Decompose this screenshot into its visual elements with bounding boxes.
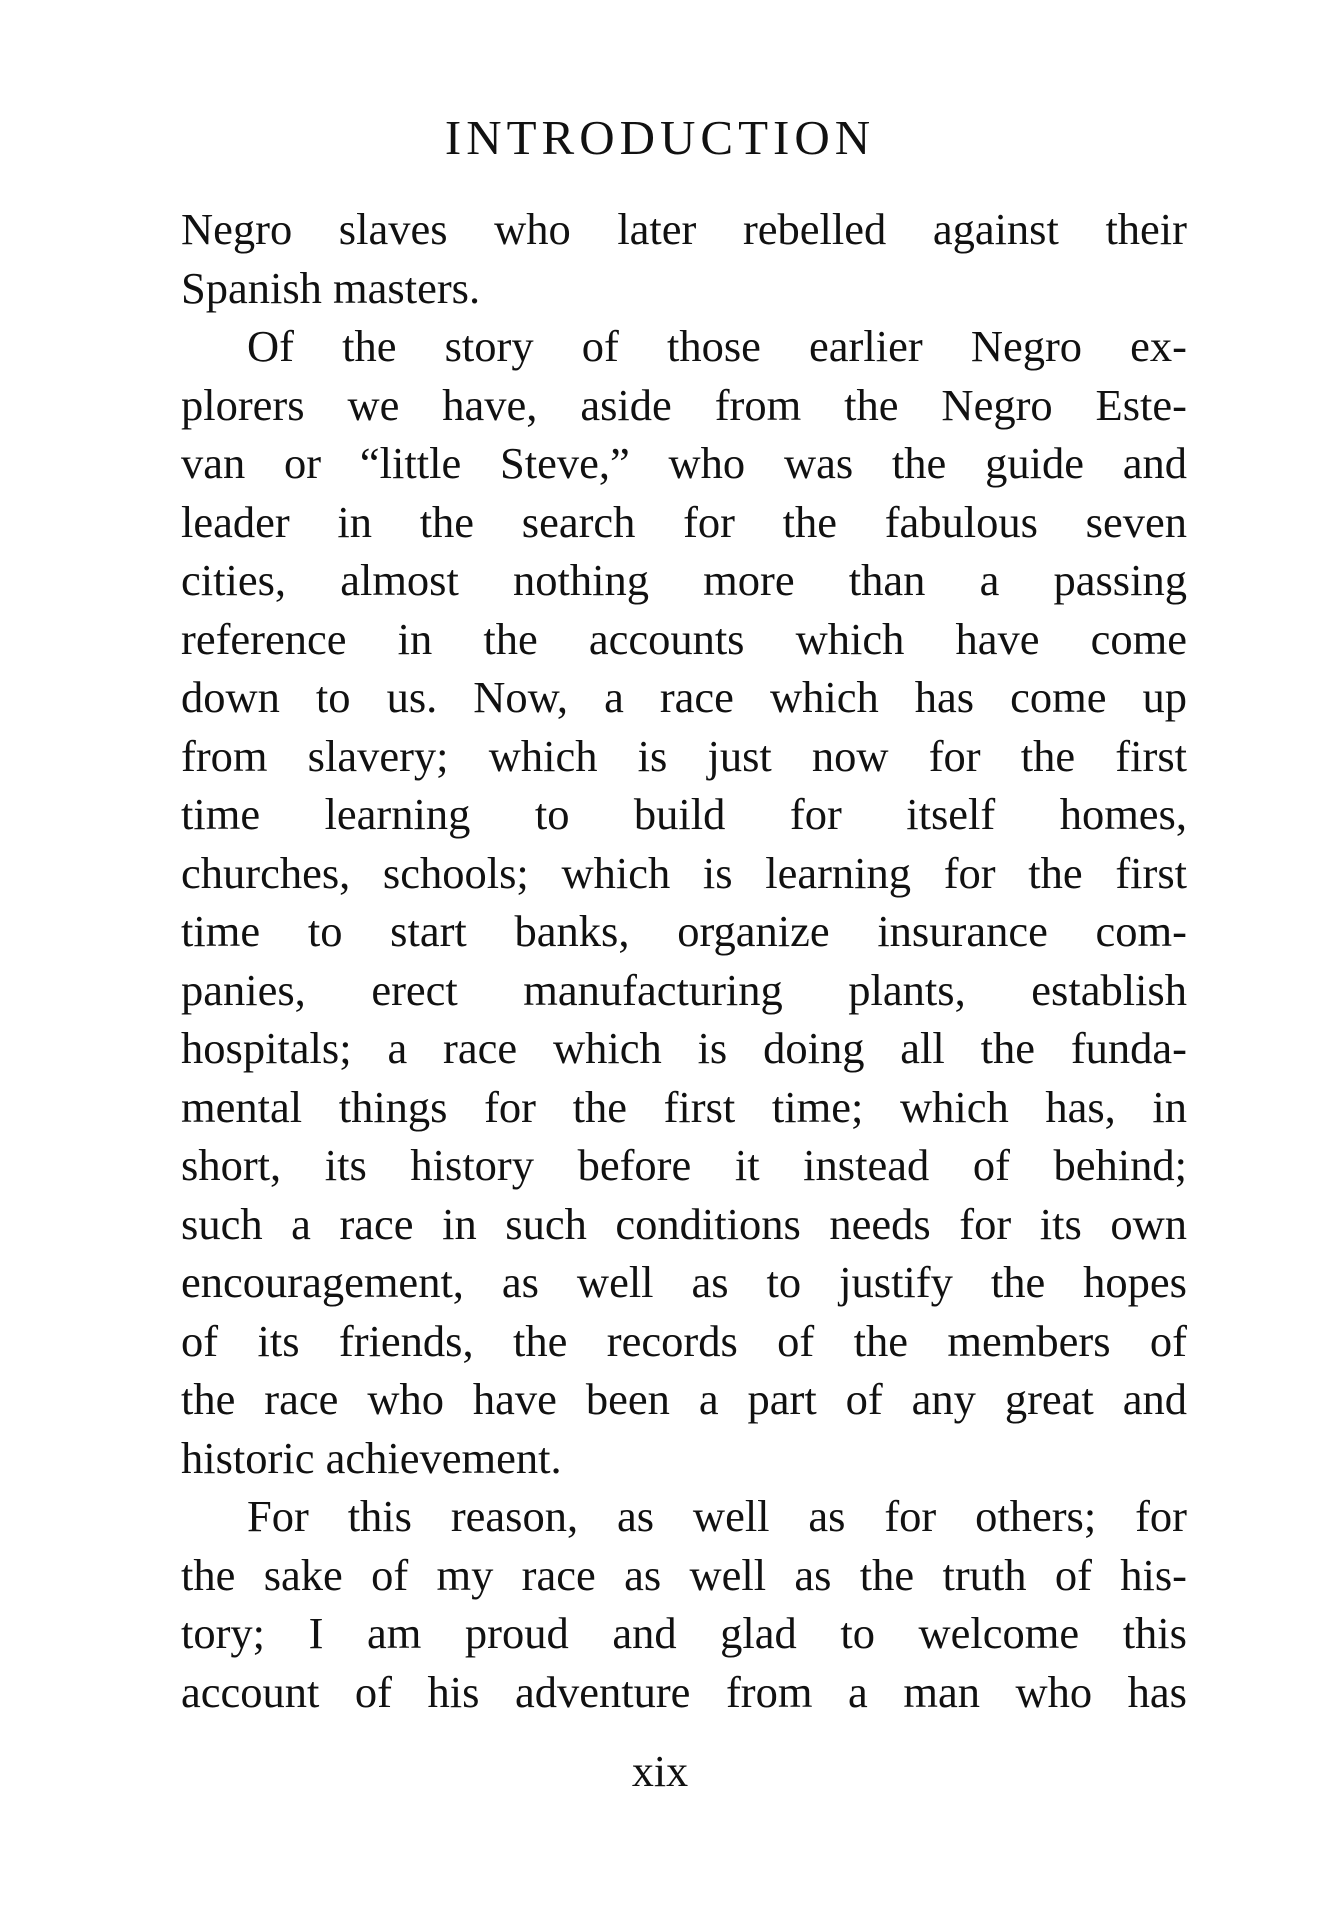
page-number: xix <box>631 1747 689 1796</box>
text-line: For this reason, as well as for others; for <box>247 1491 1187 1541</box>
text-line: time to start banks, organize insurance com- <box>181 906 1187 956</box>
text-line: historic achievement. <box>181 1432 562 1483</box>
text-line: the race who have been a part of any great and <box>181 1374 1187 1424</box>
text-line: short, its history before it instead of behind; <box>181 1140 1187 1190</box>
text-line: from slavery; which is just now for the first <box>181 730 1187 781</box>
text-line: leader in the search for the fabulous seven <box>181 496 1187 547</box>
text-line: mental things for the first time; which has, in <box>181 1081 1187 1132</box>
text-line: van or “little Steve,” who was the guide and <box>181 438 1187 488</box>
body-text <box>181 200 1187 1721</box>
text-line: the sake of my race as well as the truth of his- <box>181 1549 1187 1600</box>
text-line: cities, almost nothing more than a passing <box>181 555 1187 605</box>
text-line: hospitals; a race which is doing all the funda- <box>181 1023 1187 1073</box>
text-line: such a race in such conditions needs for its own <box>181 1198 1187 1249</box>
text-line: encouragement, as well as to justify the hopes <box>181 1257 1187 1307</box>
running-head: INTRODUCTION <box>444 110 876 165</box>
text-line: Of the story of those earlier Negro ex- <box>247 321 1187 371</box>
text-line: down to us. Now, a race which has come up <box>181 672 1187 722</box>
text-line: panies, erect manufacturing plants, establish <box>181 964 1187 1015</box>
text-line: plorers we have, aside from the Negro Este- <box>181 379 1187 430</box>
text-line: time learning to build for itself homes, <box>181 789 1187 839</box>
text-line: Negro slaves who later rebelled against their <box>181 204 1187 254</box>
text-line: account of his adventure from a man who has <box>181 1666 1187 1717</box>
text-line: Spanish masters. <box>181 262 481 313</box>
text-line: churches, schools; which is learning for the first <box>181 847 1187 898</box>
text-line: of its friends, the records of the members of <box>181 1315 1187 1366</box>
text-line: tory; I am proud and glad to welcome this <box>181 1608 1187 1658</box>
text-line: reference in the accounts which have come <box>181 613 1187 664</box>
